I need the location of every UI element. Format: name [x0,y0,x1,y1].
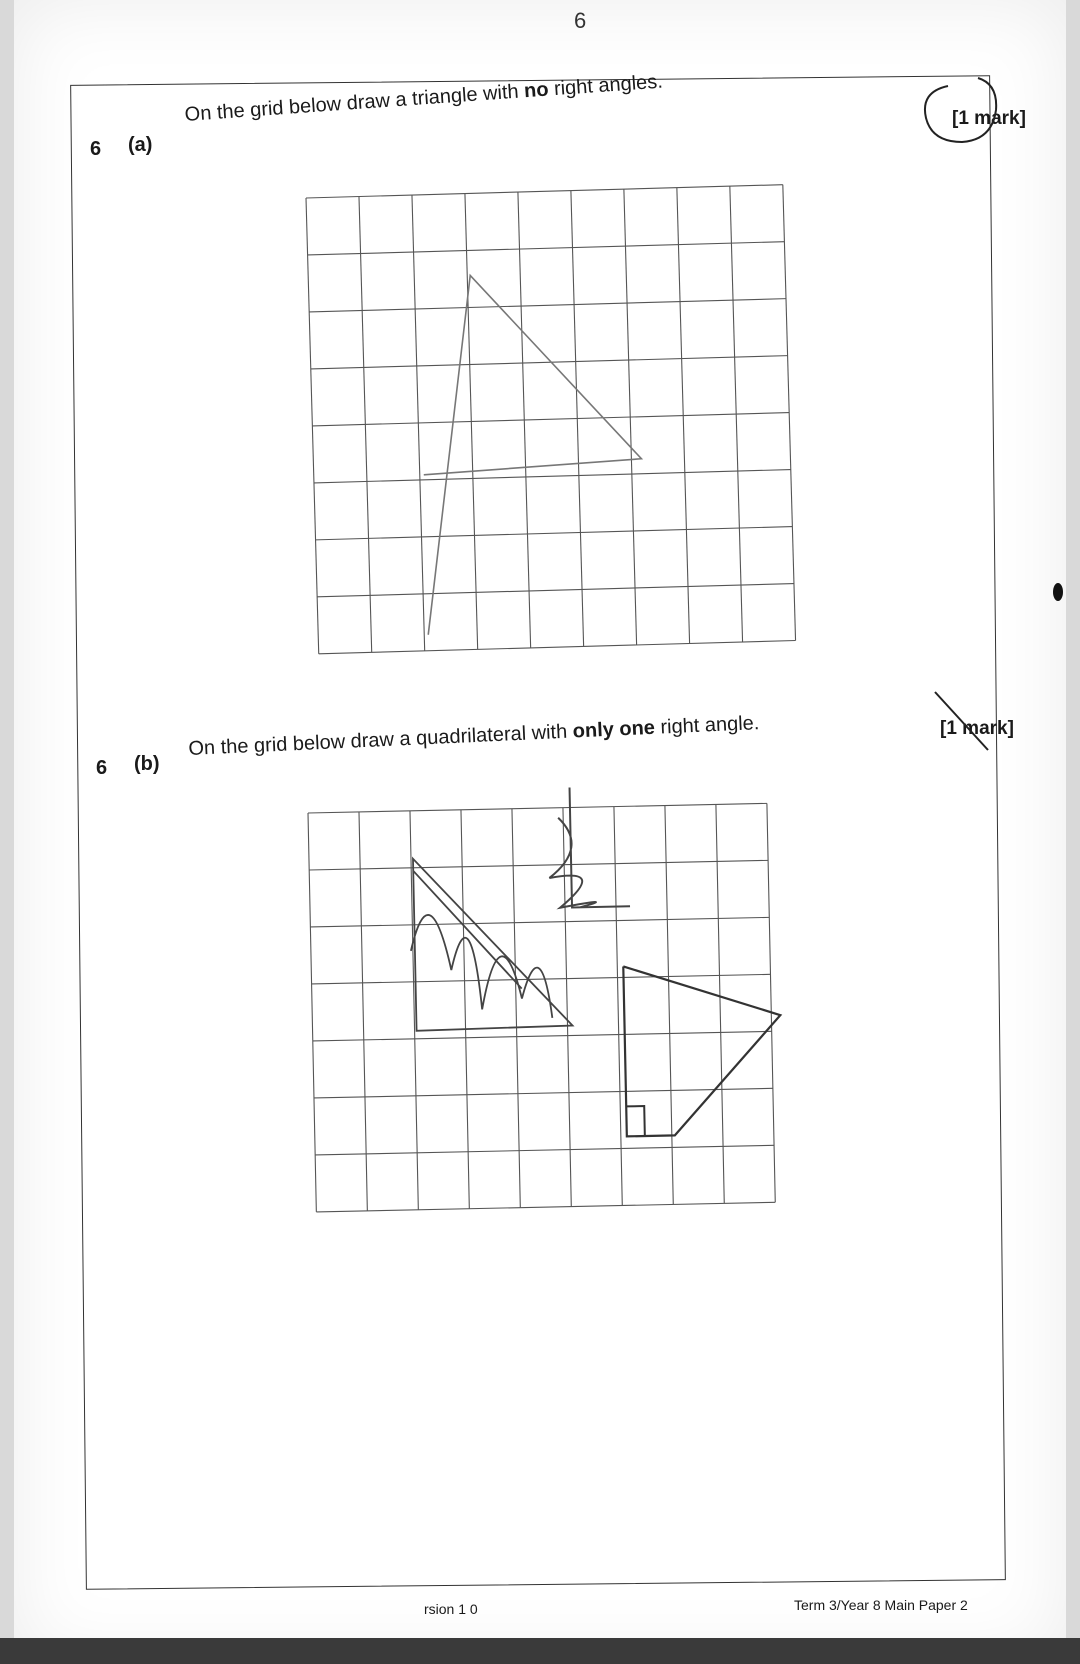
question-part: (a) [128,134,153,156]
marks-label: [1 mark] [952,108,1026,129]
marker-cross-annotation [935,692,988,750]
footer-version: rsion 1 0 [424,1601,478,1617]
question-number: 6 [96,757,108,779]
marks-label: [1 mark] [940,718,1014,739]
ink-dot [1053,583,1063,601]
question-number: 6 [90,138,102,160]
footer-paper-title: Term 3/Year 8 Main Paper 2 [794,1597,968,1613]
page-number: 6 [574,8,587,33]
question-part: (b) [134,753,160,775]
question-text: On the grid below draw a quadrilateral with only one right angle. [188,712,760,760]
question-text: On the grid below draw a triangle with no right angles. [184,70,664,126]
marker-circle-annotation [925,78,996,142]
